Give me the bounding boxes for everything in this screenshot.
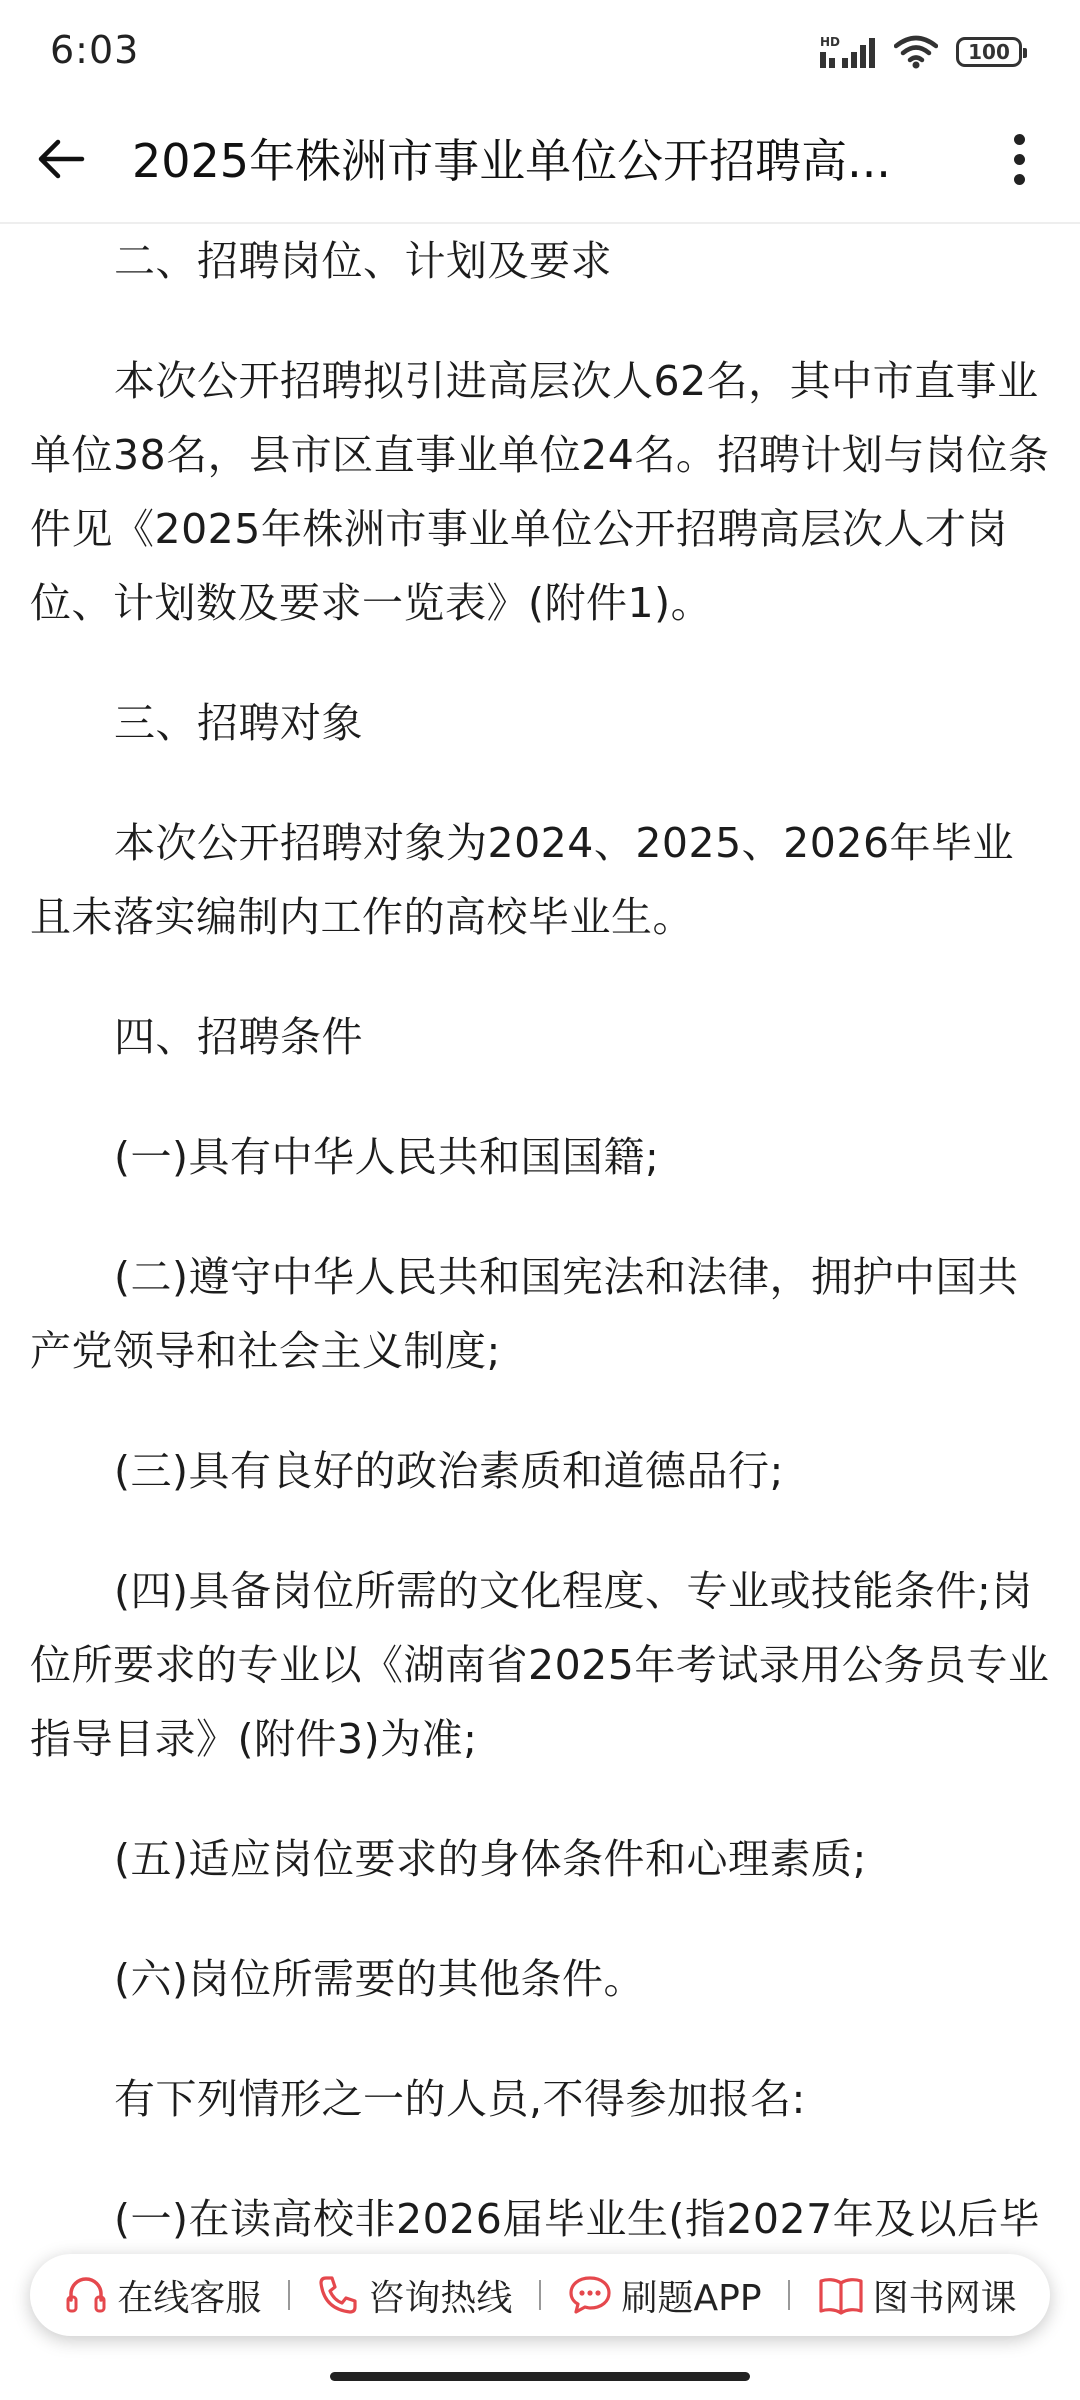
wifi-icon bbox=[894, 35, 938, 69]
page-title: 2025年株洲市事业单位公开招聘高... bbox=[132, 134, 891, 188]
hotline-label: 咨询热线 bbox=[368, 2277, 513, 2319]
battery-level: 100 bbox=[968, 40, 1010, 64]
divider bbox=[539, 2280, 541, 2310]
cellular-signal-icon bbox=[820, 34, 876, 70]
chat-icon bbox=[567, 2273, 613, 2317]
arrow-left-icon bbox=[36, 137, 86, 181]
article-paragraph: (二)遵守中华人民共和国宪法和法律，拥护中国共产党领导和社会主义制度; bbox=[30, 1253, 1019, 1375]
more-dot-icon bbox=[1014, 174, 1025, 185]
online-service-label: 在线客服 bbox=[117, 2277, 262, 2319]
book-icon bbox=[817, 2273, 865, 2317]
article-paragraph: (五)适应岗位要求的身体条件和心理素质; bbox=[114, 1835, 867, 1883]
status-icons bbox=[820, 30, 1022, 74]
practice-app-label: 刷题APP bbox=[621, 2277, 762, 2319]
divider bbox=[788, 2280, 790, 2310]
more-options-button[interactable] bbox=[986, 126, 1052, 192]
books-courses-button[interactable] bbox=[817, 2270, 1017, 2321]
app-bar bbox=[0, 100, 1080, 224]
article-paragraph: (三)具有良好的政治素质和道德品行; bbox=[114, 1447, 784, 1495]
article-paragraph: 三、招聘对象 bbox=[114, 699, 363, 747]
bottom-action-bar bbox=[30, 2254, 1050, 2336]
article-paragraph: (一)具有中华人民共和国国籍; bbox=[114, 1133, 660, 1181]
online-service-button[interactable] bbox=[63, 2270, 261, 2321]
hotline-button[interactable] bbox=[316, 2270, 512, 2321]
more-dot-icon bbox=[1014, 154, 1025, 165]
practice-app-button[interactable] bbox=[567, 2270, 761, 2321]
status-bar bbox=[0, 0, 1080, 100]
network-type-label: HD bbox=[820, 35, 841, 49]
article-paragraph: 本次公开招聘拟引进高层次人62名，其中市直事业单位38名，县市区直事业单位24名。招聘计划与岗位条件见《2025年株洲市事业单位公开招聘高层次人才岗位、计划数及要求一览表》(附件1)。 bbox=[30, 357, 1050, 627]
divider bbox=[288, 2280, 290, 2310]
headset-icon bbox=[63, 2272, 109, 2318]
article-paragraph: (四)具备岗位所需的文化程度、专业或技能条件;岗位所要求的专业以《湖南省2025年考试录用公务员专业指导目录》(附件3)为准; bbox=[30, 1567, 1050, 1763]
back-button[interactable] bbox=[28, 126, 94, 192]
article-paragraph: 本次公开招聘对象为2024、2025、2026年毕业且未落实编制内工作的高校毕业生。 bbox=[30, 819, 1015, 941]
article-paragraph: 四、招聘条件 bbox=[114, 1013, 363, 1061]
status-time: 6:03 bbox=[50, 28, 140, 72]
home-indicator[interactable] bbox=[330, 2372, 750, 2381]
article-paragraph: 二、招聘岗位、计划及要求 bbox=[114, 237, 612, 285]
more-dot-icon bbox=[1014, 134, 1025, 145]
article-paragraph: (一)在读高校非2026届毕业生(指2027年及以后毕 bbox=[114, 2195, 1041, 2243]
phone-icon bbox=[316, 2273, 360, 2317]
article-paragraph: 有下列情形之一的人员,不得参加报名: bbox=[114, 2075, 806, 2123]
battery-icon bbox=[956, 37, 1022, 67]
books-courses-label: 图书网课 bbox=[872, 2277, 1017, 2319]
article-body bbox=[30, 224, 1050, 2376]
article-paragraph: (六)岗位所需要的其他条件。 bbox=[114, 1955, 645, 2003]
